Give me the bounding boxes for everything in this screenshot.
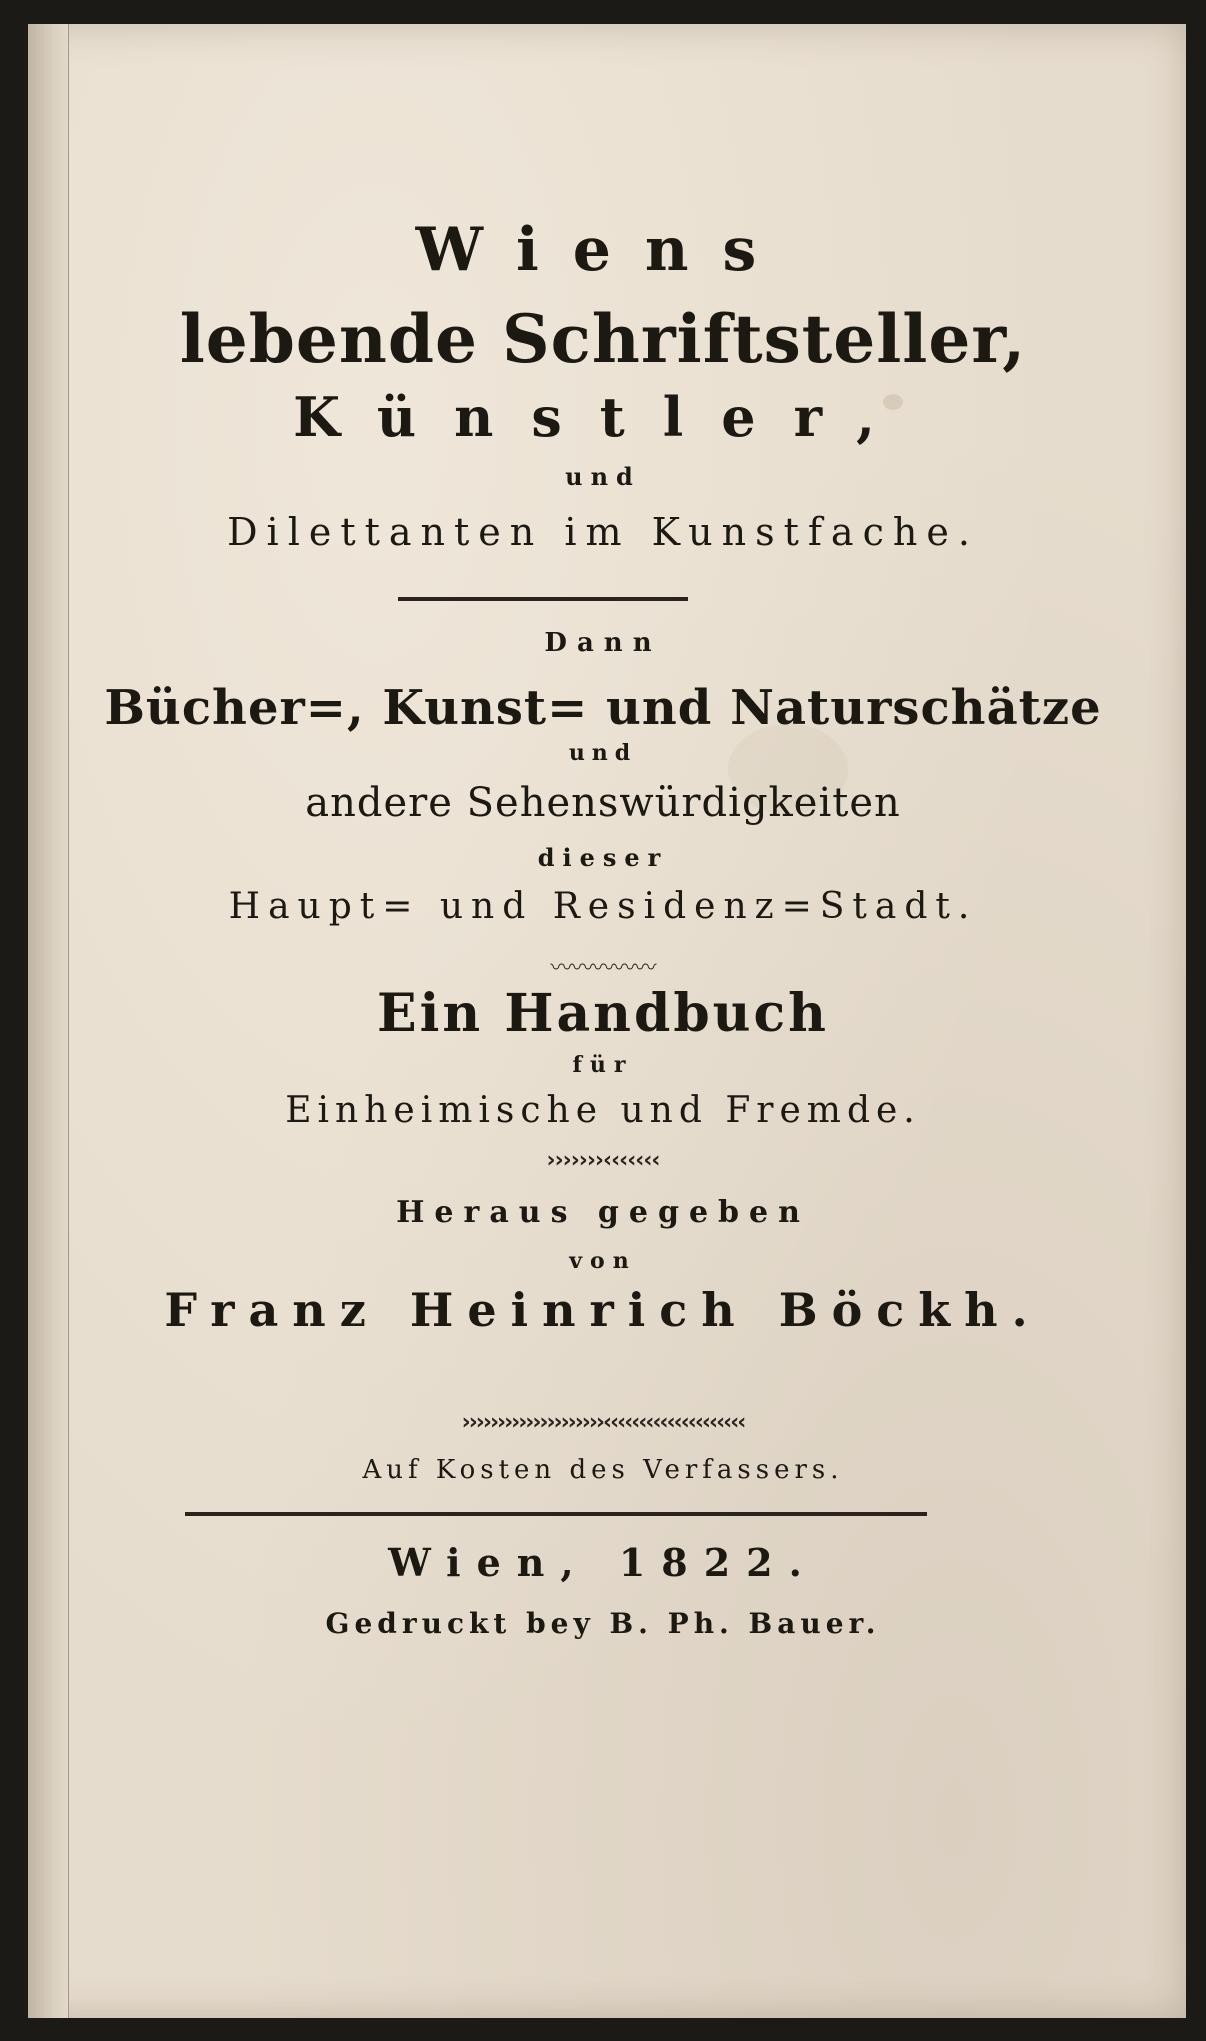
handbook-line: Ein Handbuch: [377, 983, 829, 1044]
subtitle-line-4: Haupt= und Residenz=Stadt.: [228, 886, 978, 927]
printer-line: Gedruckt bey B. Ph. Bauer.: [325, 1607, 881, 1640]
subtitle-line-3: dieser: [537, 843, 669, 872]
connector-und-2: und: [568, 740, 638, 766]
place-year: Wien, 1822.: [388, 1540, 818, 1585]
title-line-1: Wiens: [415, 215, 791, 285]
connector-und-1: und: [565, 462, 641, 491]
chevron-ornament-long: ››››››››››››››››››››‹‹‹‹‹‹‹‹‹‹‹‹‹‹‹‹‹‹‹‹: [461, 1410, 745, 1435]
fuer-label: für: [572, 1052, 634, 1078]
title-line-2: lebende Schriftsteller,: [179, 300, 1027, 378]
title-line-3: Künstler,: [293, 385, 913, 449]
wave-ornament: 〰〰〰〰〰: [550, 956, 656, 981]
audience-line: Einheimische und Fremde.: [285, 1090, 921, 1131]
subtitle-line-2: andere Sehenswürdigkeiten: [305, 780, 901, 826]
cost-note: Auf Kosten des Verfassers.: [362, 1455, 844, 1485]
imprint-rule: [185, 1512, 927, 1516]
dann-label: Dann: [544, 628, 662, 658]
author-name: Franz Heinrich Böckh.: [164, 1283, 1042, 1337]
divider-rule: [398, 597, 688, 601]
edited-by-line: Heraus gegeben: [396, 1195, 810, 1230]
von-label: von: [569, 1248, 637, 1274]
chevron-ornament-short: ›››››››‹‹‹‹‹‹‹: [546, 1148, 660, 1173]
subtitle-line-1: Bücher=, Kunst= und Naturschätze: [104, 680, 1102, 736]
title-line-4: Dilettanten im Kunstfache.: [227, 510, 979, 554]
